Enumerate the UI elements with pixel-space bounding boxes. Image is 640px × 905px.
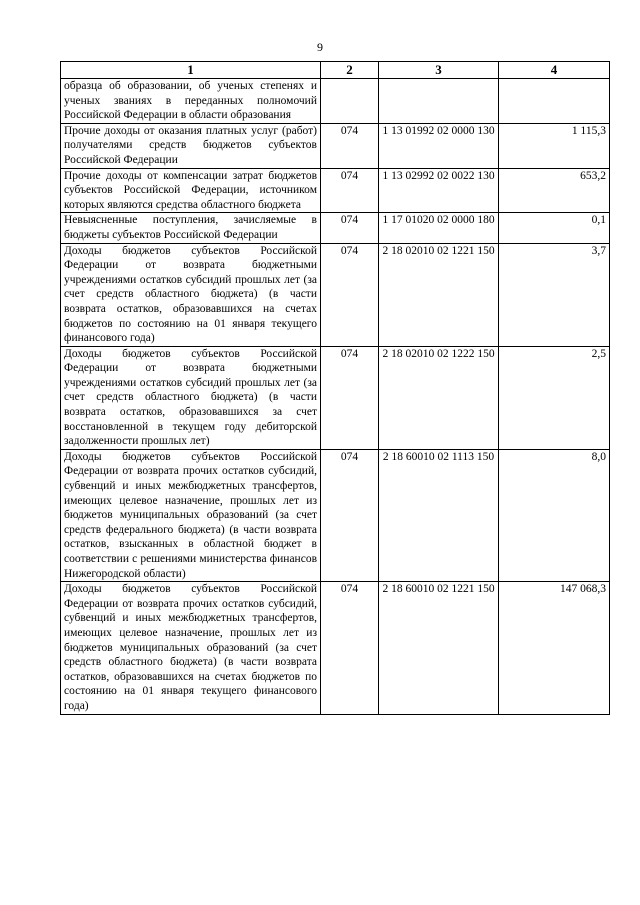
table-row <box>61 79 610 124</box>
admin-code <box>321 79 379 124</box>
revenue-name: Невыясненные поступления, зачисляемые в бюджеты субъектов Российской Федерации <box>61 213 321 243</box>
amount: 3,7 <box>499 243 610 346</box>
table-row <box>61 213 610 243</box>
budget-code: 1 13 01992 02 0000 130 <box>379 123 499 168</box>
admin-code: 074 <box>321 582 379 714</box>
table-row <box>61 123 610 168</box>
header-col-4: 4 <box>499 62 610 79</box>
revenue-name: образца об образовании, об ученых степенях и ученых званиях в переданных полномочий Российской Федерации в области образования <box>61 79 321 124</box>
revenue-name: Доходы бюджетов субъектов Российской Федерации от возврата бюджетными учреждениями остатков субсидий прошлых лет (за счет средств областного бюджета) (в части возврата остатков, образовавшихся за счет восстановленной в текущем году дебиторской задолженности прошлых лет) <box>61 346 321 449</box>
revenue-name: Прочие доходы от компенсации затрат бюджетов субъектов Российской Федерации, источником которых являются средства областного бюджета <box>61 168 321 213</box>
table-row <box>61 346 610 449</box>
header-col-3: 3 <box>379 62 499 79</box>
amount: 0,1 <box>499 213 610 243</box>
budget-code: 2 18 02010 02 1221 150 <box>379 243 499 346</box>
amount: 8,0 <box>499 449 610 581</box>
table-row <box>61 243 610 346</box>
header-row <box>61 62 610 79</box>
admin-code: 074 <box>321 449 379 581</box>
budget-code: 2 18 60010 02 1113 150 <box>379 449 499 581</box>
budget-code: 1 17 01020 02 0000 180 <box>379 213 499 243</box>
revenue-name: Доходы бюджетов субъектов Российской Федерации от возврата прочих остатков субсидий, субвенций и иных межбюджетных трансфертов, имеющих целевое назначение, прошлых лет из бюджетов муниципальных образований (за счет средств областного бюджета) (в части возврата остатков, образовавшихся на счетах бюджетов по состоянию на 01 января текущего финансового года) <box>61 582 321 714</box>
admin-code: 074 <box>321 213 379 243</box>
table-row <box>61 168 610 213</box>
admin-code: 074 <box>321 168 379 213</box>
page-number: 9 <box>317 40 323 54</box>
admin-code: 074 <box>321 123 379 168</box>
revenue-name: Доходы бюджетов субъектов Российской Федерации от возврата прочих остатков субсидий, субвенций и иных межбюджетных трансфертов, имеющих целевое назначение, прошлых лет из бюджетов муниципальных образований (за счет средств федерального бюджета) (в части возврата остатков, взысканных в областной бюджет в соответствии с решениями министерства финансов Нижегородской области) <box>61 449 321 581</box>
budget-code <box>379 79 499 124</box>
budget-code: 2 18 60010 02 1221 150 <box>379 582 499 714</box>
amount: 147 068,3 <box>499 582 610 714</box>
amount: 1 115,3 <box>499 123 610 168</box>
revenue-name: Доходы бюджетов субъектов Российской Федерации от возврата бюджетными учреждениями остатков субсидий прошлых лет (за счет средств областного бюджета) (в части возврата остатков, образовавшихся на счетах бюджетов по состоянию на 01 января текущего финансового года) <box>61 243 321 346</box>
revenue-table <box>60 61 610 715</box>
header-col-2: 2 <box>321 62 379 79</box>
budget-code: 1 13 02992 02 0022 130 <box>379 168 499 213</box>
table-row <box>61 449 610 581</box>
revenue-name: Прочие доходы от оказания платных услуг (работ) получателями средств бюджетов субъектов Российской Федерации <box>61 123 321 168</box>
admin-code: 074 <box>321 346 379 449</box>
amount: 2,5 <box>499 346 610 449</box>
header-col-1: 1 <box>61 62 321 79</box>
amount <box>499 79 610 124</box>
amount: 653,2 <box>499 168 610 213</box>
admin-code: 074 <box>321 243 379 346</box>
table-row <box>61 582 610 714</box>
budget-code: 2 18 02010 02 1222 150 <box>379 346 499 449</box>
